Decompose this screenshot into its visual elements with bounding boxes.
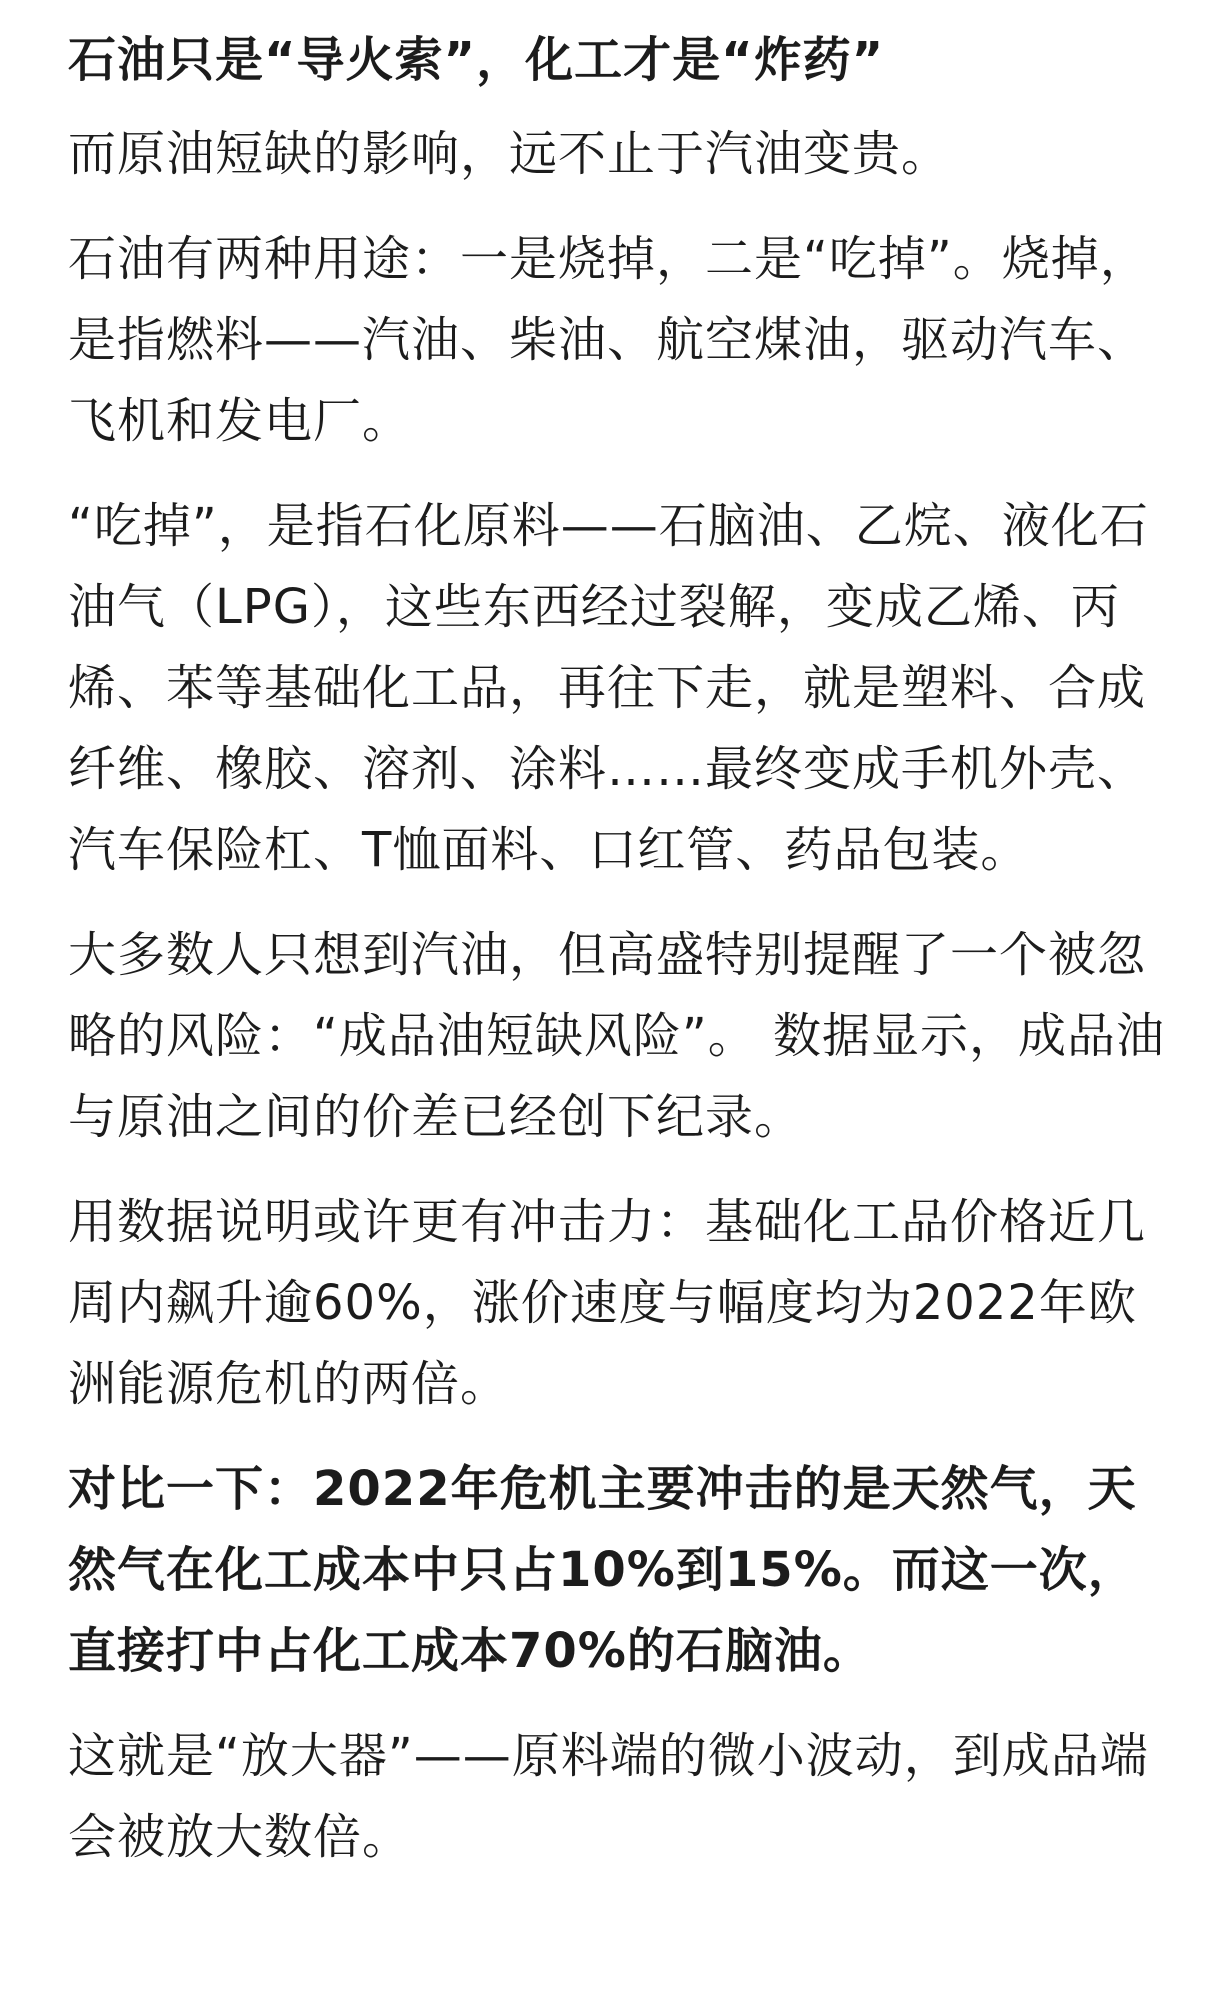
paragraph-price-data: 用数据说明或许更有冲击力：基础化工品价格近几周内飙升逾60%，涨价速度与幅度均为2022年欧洲能源危机的两倍。 bbox=[68, 1194, 1147, 1412]
paragraph-petrochemical-feedstock: “吃掉”，是指石化原料——石脑油、乙烷、液化石油气（LPG），这些东西经过裂解，变成乙烯、丙烯、苯等基础化工品，再往下走，就是塑料、合成纤维、橡胶、溶剂、涂料……最终变成手机外壳、汽车保险杠、T恤面料、口红管、药品包装。 bbox=[68, 498, 1149, 878]
paragraph-amplifier: 这就是“放大器”——原料端的微小波动，到成品端会被放大数倍。 bbox=[68, 1728, 1149, 1865]
paragraph-crude-shortage: 而原油短缺的影响，远不止于汽油变贵。 bbox=[68, 126, 951, 182]
paragraph-comparison: 对比一下：2022年危机主要冲击的是天然气，天然气在化工成本中只占10%到15%。而这一次，直接打中占化工成本70%的石脑油。 bbox=[68, 1461, 1137, 1679]
article-body bbox=[68, 20, 1178, 1902]
article-heading: 石油只是“导火索”，化工才是“炸药” bbox=[68, 32, 885, 88]
paragraph-two-uses: 石油有两种用途：一是烧掉，二是“吃掉”。烧掉，是指燃料——汽油、柴油、航空煤油，驱动汽车、飞机和发电厂。 bbox=[68, 231, 1149, 449]
paragraph-goldman-warning: 大多数人只想到汽油，但高盛特别提醒了一个被忽略的风险：“成品油短缺风险”。 数据显示，成品油与原油之间的价差已经创下纪录。 bbox=[68, 927, 1165, 1145]
